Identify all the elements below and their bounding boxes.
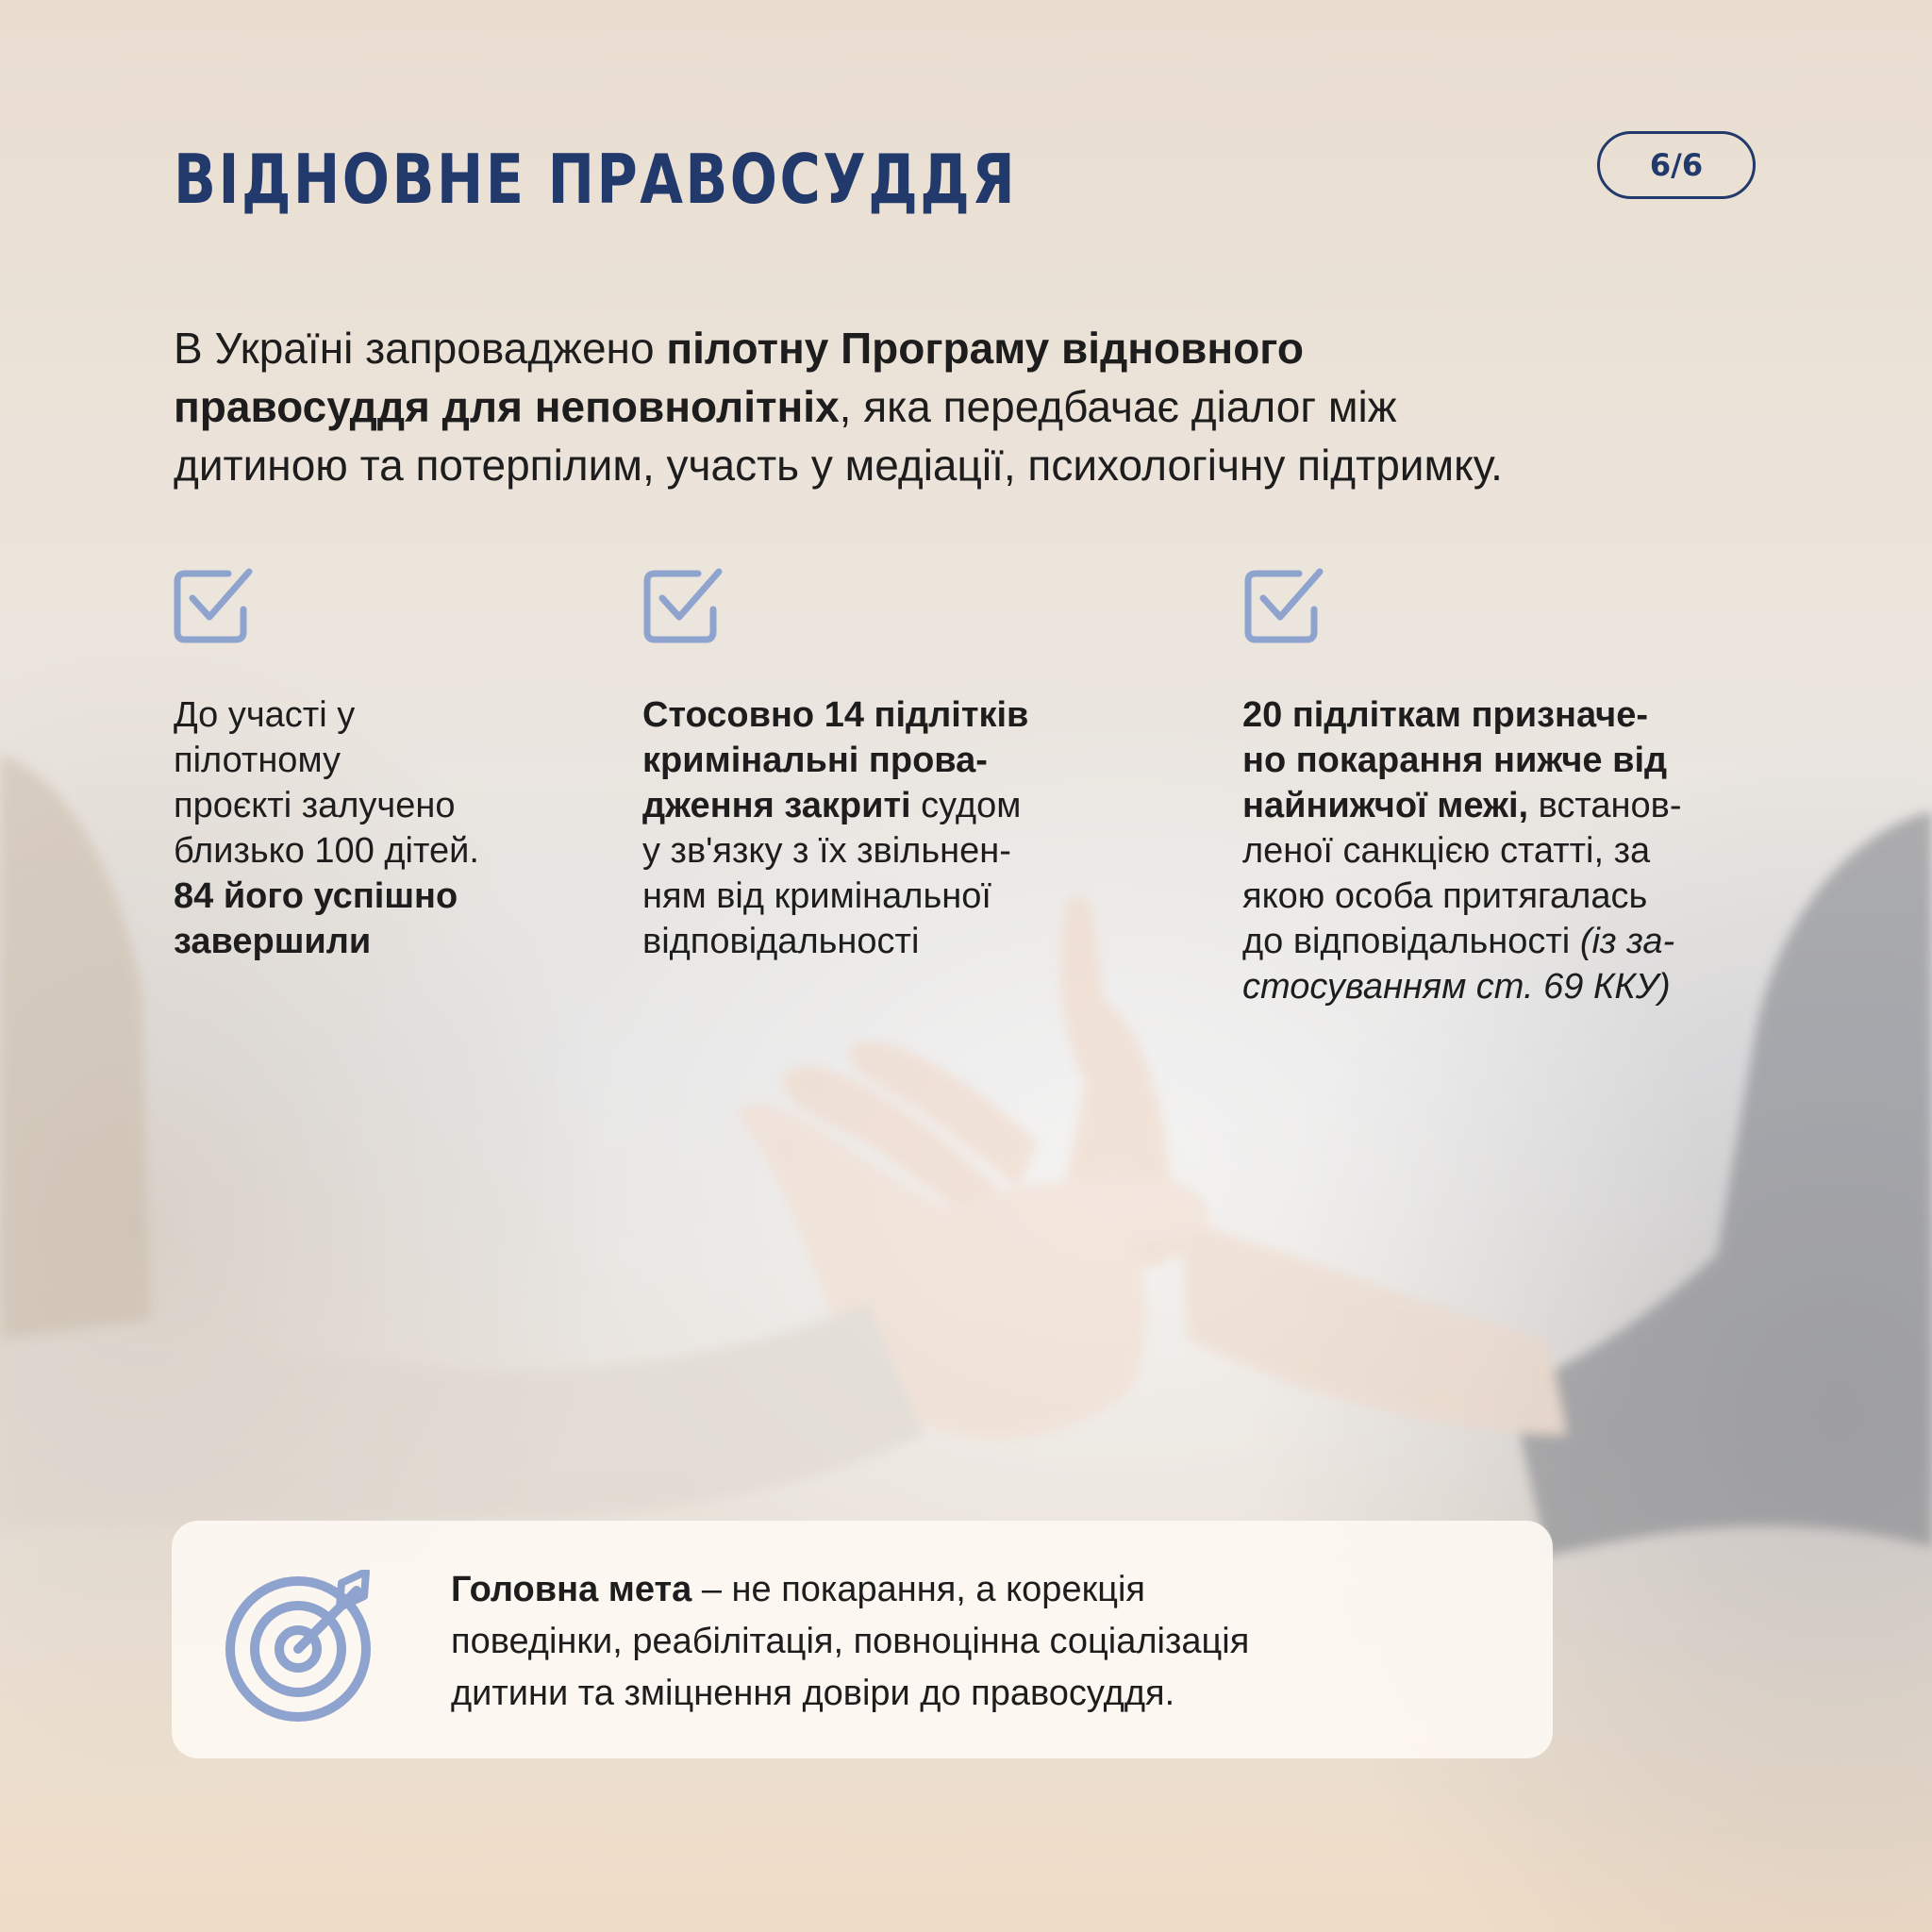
intro-text: В Україні запроваджено bbox=[174, 324, 667, 373]
page-indicator-badge: 6/6 bbox=[1597, 131, 1756, 199]
fact-bold-line: Стосовно 14 підлітків bbox=[642, 695, 1029, 735]
goal-text bbox=[451, 1564, 1489, 1720]
checkbox-icon bbox=[172, 564, 253, 645]
goal-line: – не покарання, а корекція bbox=[691, 1570, 1145, 1609]
fact-bold-line: но покарання нижче від bbox=[1242, 741, 1668, 780]
fact-italic-line: стосуванням ст. 69 ККУ) bbox=[1242, 967, 1671, 1007]
fact-line: ням від кримінальної bbox=[642, 876, 991, 916]
fact-line: проєкті залучено bbox=[174, 786, 456, 825]
fact-bold-line: 20 підліткам призначе- bbox=[1242, 695, 1648, 735]
fact-line: пілотному bbox=[174, 741, 341, 780]
intro-bold: пілотну Програму відновного bbox=[666, 324, 1304, 373]
fact-bold-line: найнижчої межі, bbox=[1242, 786, 1529, 825]
fact-line: відповідальності bbox=[642, 922, 920, 961]
fact-line: встанов- bbox=[1528, 786, 1682, 825]
fact-line: леної санкцією статті, за bbox=[1242, 831, 1651, 871]
fact-bold-line: 84 його успішно bbox=[174, 876, 458, 916]
intro-paragraph bbox=[174, 319, 1777, 494]
fact-bold-line: дження закриті bbox=[642, 786, 911, 825]
goal-line: поведінки, реабілітація, повноцінна соціалізація bbox=[451, 1622, 1250, 1661]
fact-line: якою особа притягалась bbox=[1242, 876, 1648, 916]
fact-column-3 bbox=[1242, 692, 1827, 1009]
intro-bold: правосуддя для неповнолітніх bbox=[174, 382, 840, 431]
goal-bold: Головна мета bbox=[451, 1570, 692, 1609]
page-title: ВІДНОВНЕ ПРАВОСУДДЯ bbox=[174, 140, 1018, 219]
goal-card bbox=[172, 1521, 1553, 1758]
checkbox-icon bbox=[1242, 564, 1324, 645]
fact-line: До участі у bbox=[174, 695, 356, 735]
target-icon bbox=[225, 1570, 377, 1723]
fact-column-2 bbox=[642, 692, 1133, 964]
fact-column-1 bbox=[174, 692, 570, 964]
fact-italic-line: (із за- bbox=[1579, 922, 1675, 961]
intro-text: , яка передбачає діалог між bbox=[839, 382, 1397, 431]
fact-line: у зв'язку з їх звільнен- bbox=[642, 831, 1011, 871]
checkbox-icon bbox=[641, 564, 723, 645]
fact-line: близько 100 дітей. bbox=[174, 831, 479, 871]
fact-line: судом bbox=[910, 786, 1022, 825]
fact-bold-line: кримінальні прова- bbox=[642, 741, 988, 780]
fact-bold-line: завершили bbox=[174, 922, 372, 961]
goal-line: дитини та зміцнення довіри до правосуддя. bbox=[451, 1674, 1175, 1713]
intro-text: дитиною та потерпілим, участь у медіації, психологічну підтримку. bbox=[174, 441, 1503, 490]
fact-line: до відповідальності bbox=[1242, 922, 1580, 961]
